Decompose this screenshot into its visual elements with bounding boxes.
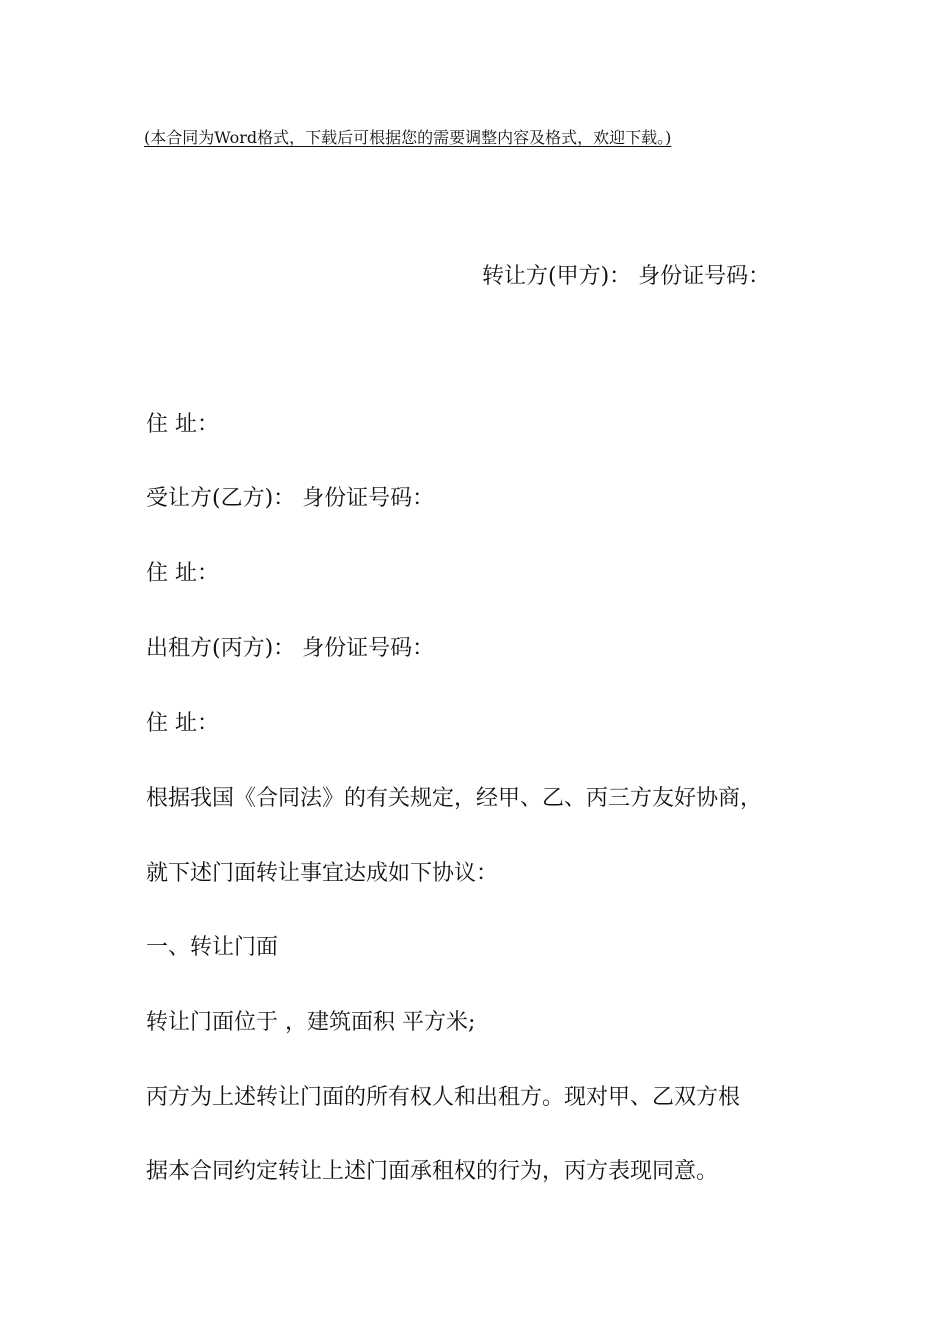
paragraph-3-line-2: 据本合同约定转让上述门面承租权的行为，丙方表现同意。 [146,1159,719,1184]
transferee-line: 受让方(乙方)： 身份证号码： [146,486,435,511]
download-note: (本合同为Word格式，下载后可根据您的需要调整内容及格式，欢迎下载。) [144,128,672,147]
address-line-a: 住 址： [146,412,219,437]
paragraph-3-line-1: 丙方为上述转让门面的所有权人和出租方。现对甲、乙双方根 [146,1085,741,1110]
address-line-b: 住 址： [146,561,219,586]
paragraph-2: 转让门面位于 ，建筑面积 平方米; [146,1010,476,1035]
transferor-line: 转让方(甲方)： 身份证号码： [482,264,771,289]
lessor-line: 出租方(丙方)： 身份证号码： [146,636,435,661]
section-heading-1: 一、转让门面 [146,935,279,960]
paragraph-1-line-2: 就下述门面转让事宜达成如下协议： [146,861,499,886]
paragraph-1-line-1: 根据我国《合同法》的有关规定，经甲、乙、丙三方友好协商， [146,786,763,811]
address-line-c: 住 址： [146,711,219,736]
